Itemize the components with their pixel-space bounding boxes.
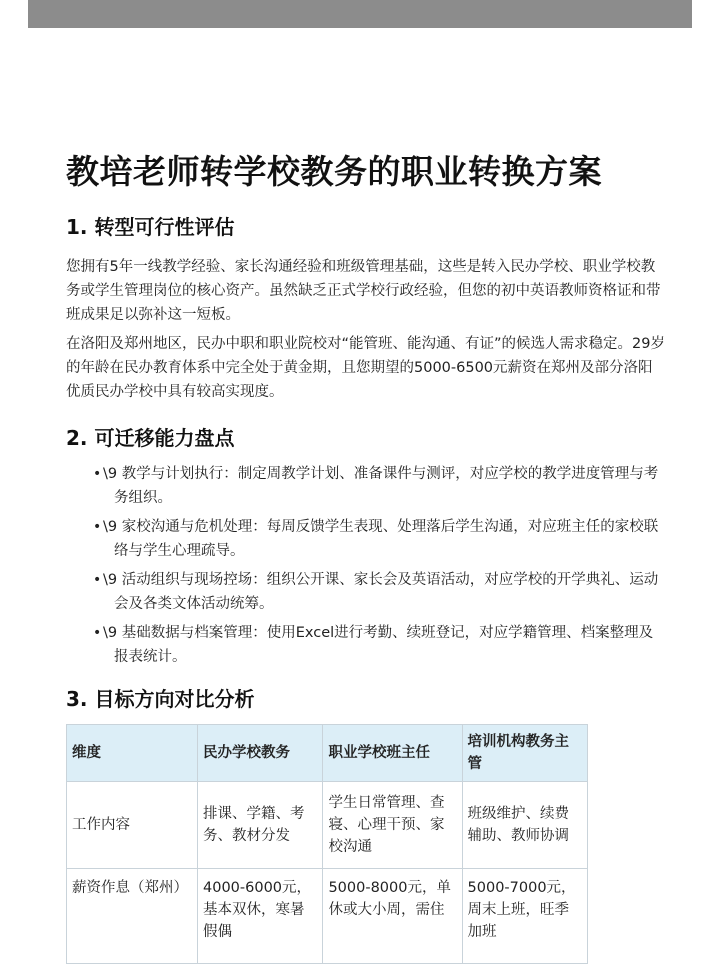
table-header-cell: 培训机构教务主管 [462, 725, 587, 782]
list-item [66, 515, 666, 563]
bullet-marker: • [93, 519, 102, 535]
table-cell: 5000-8000元，单休或大小周，需住 [323, 869, 462, 964]
list-item [66, 568, 666, 616]
table-cell: 排课、学籍、考务、教材分发 [198, 782, 323, 869]
table-cell: 班级维护、续费辅助、教师协调 [462, 782, 587, 869]
bullet-lead: \9 [103, 466, 118, 482]
section-heading-skills: 2. 可迁移能力盘点 [66, 426, 235, 450]
list-item [66, 462, 666, 510]
table-row [67, 782, 588, 869]
skills-list [66, 462, 666, 674]
section-heading-comparison: 3. 目标方向对比分析 [66, 687, 255, 711]
bullet-text: 教学与计划执行：制定周教学计划、准备课件与测评，对应学校的教学进度管理与考务组织。 [114, 466, 659, 506]
section-heading-feasibility: 1. 转型可行性评估 [66, 215, 235, 239]
table-cell: 5000-7000元，周末上班，旺季加班 [462, 869, 587, 964]
bullet-text: 家校沟通与危机处理：每周反馈学生表现、处理落后学生沟通，对应班主任的家校联络与学生心理疏导。 [114, 519, 659, 559]
list-item [66, 621, 666, 669]
bullet-lead: \9 [103, 625, 118, 641]
top-scroll-bar [28, 0, 692, 28]
table-header-row [67, 725, 588, 782]
feasibility-paragraph-1: 您拥有5年一线教学经验、家长沟通经验和班级管理基础，这些是转入民办学校、职业学校教务或学生管理岗位的核心资产。虽然缺乏正式学校行政经验，但您的初中英语教师资格证和带班成果足以弥补这一短板。 [66, 259, 661, 323]
bullet-text: 活动组织与现场控场：组织公开课、家长会及英语活动，对应学校的开学典礼、运动会及各类文体活动统筹。 [114, 572, 659, 612]
table-cell: 4000-6000元，基本双休，寒暑假偶 [198, 869, 323, 964]
table-header-cell: 民办学校教务 [198, 725, 323, 782]
table-row [67, 869, 588, 964]
document-title: 教培老师转学校教务的职业转换方案 [66, 152, 602, 191]
bullet-marker: • [93, 466, 102, 482]
table-cell: 工作内容 [67, 782, 198, 869]
bullet-lead: \9 [103, 519, 118, 535]
table-cell: 薪资作息（郑州） [67, 869, 198, 964]
table-header-cell: 职业学校班主任 [323, 725, 462, 782]
bullet-lead: \9 [103, 572, 118, 588]
bullet-marker: • [93, 625, 102, 641]
feasibility-paragraph-2: 在洛阳及郑州地区，民办中职和职业院校对“能管班、能沟通、有证”的候选人需求稳定。29岁的年龄在民办教育体系中完全处于黄金期，且您期望的5000-6500元薪资在郑州及部分洛阳优质民办学校中具有较高实现度。 [66, 336, 665, 400]
table-cell: 学生日常管理、查寝、心理干预、家校沟通 [323, 782, 462, 869]
table-header-cell: 维度 [67, 725, 198, 782]
bullet-marker: • [93, 572, 102, 588]
bullet-text: 基础数据与档案管理：使用Excel进行考勤、续班登记，对应学籍管理、档案整理及报表统计。 [114, 625, 654, 665]
comparison-table [66, 724, 588, 964]
